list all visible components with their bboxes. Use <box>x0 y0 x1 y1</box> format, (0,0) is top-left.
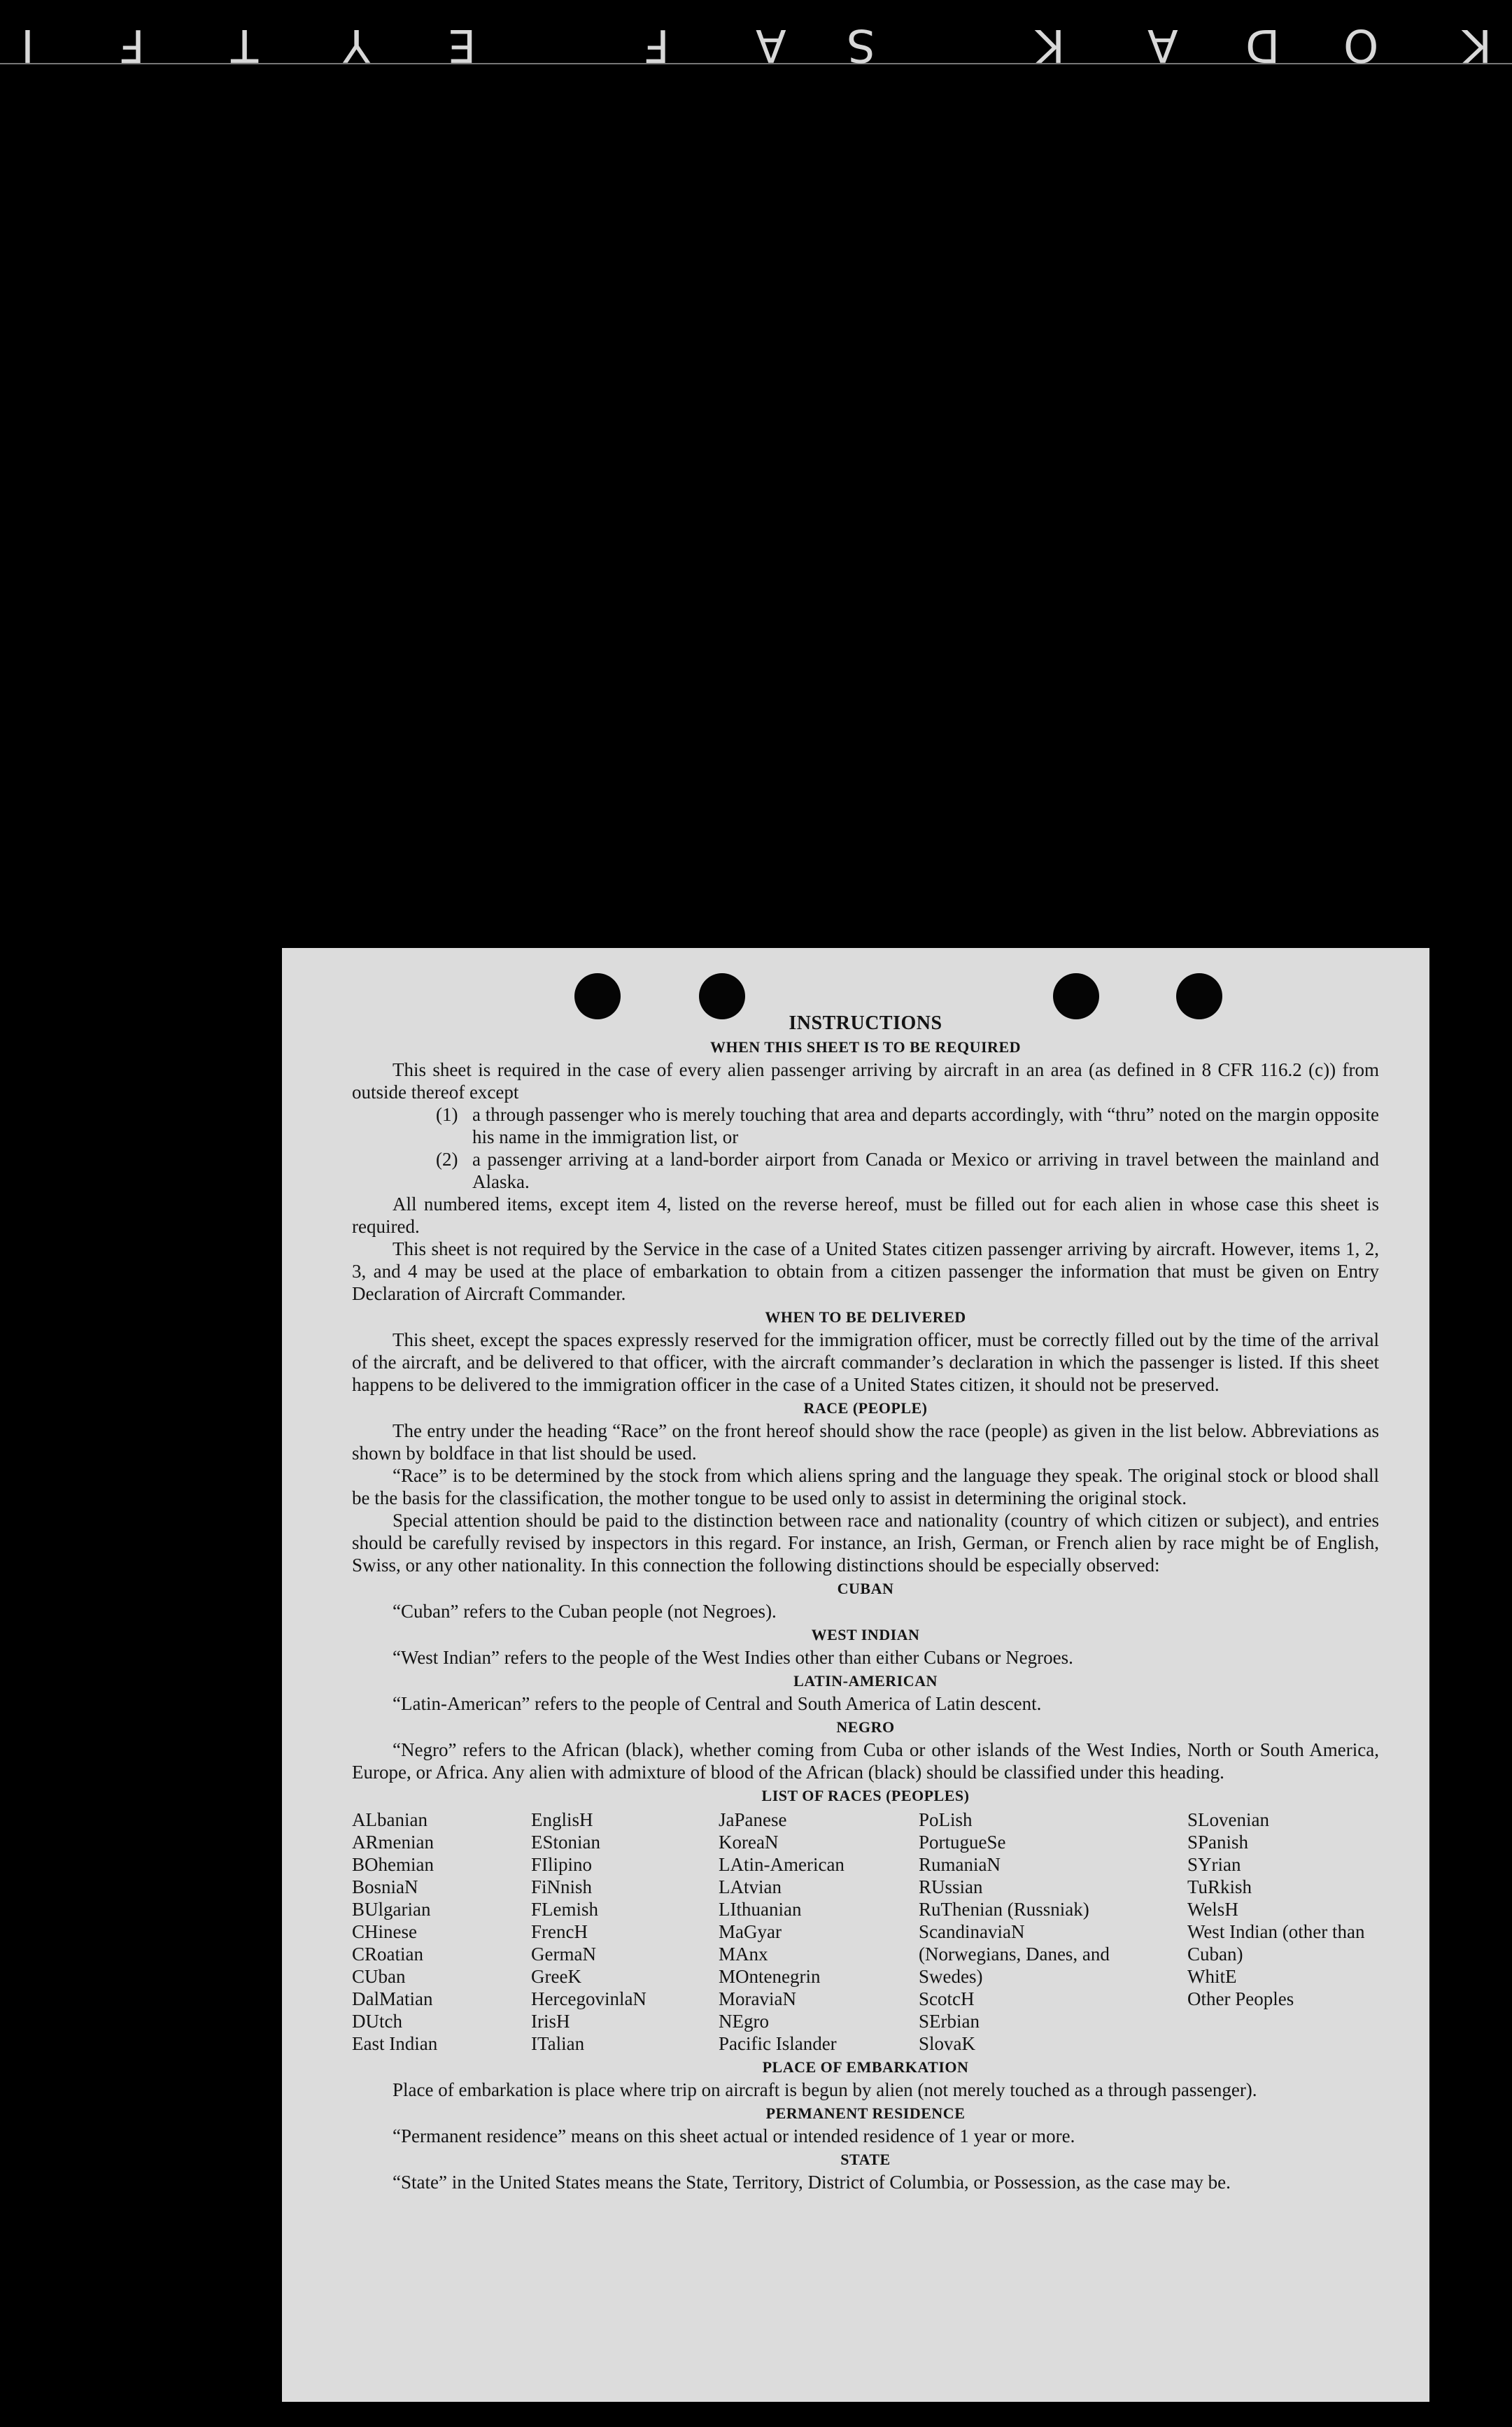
race-entry: ITalian <box>531 2033 585 2054</box>
race-entry: Other Peoples <box>1187 1988 1294 2009</box>
instruction-sheet <box>282 948 1429 2402</box>
races-column <box>352 1809 531 2055</box>
section-heading: WHEN TO BE DELIVERED <box>765 1308 966 1326</box>
section-permanent-residence <box>352 2102 1379 2147</box>
film-edge-letter: E <box>448 19 476 71</box>
race-entry: RumaniaN <box>919 1854 1001 1875</box>
race-entry: LIthuanian <box>719 1899 802 1920</box>
paragraph: “Negro” refers to the African (black), whether coming from Cuba or other islands of the West Indies, North or South America, Europe, or Africa. Any alien with admixture of blood of the African (black) should be classified under this heading. <box>352 1739 1379 1783</box>
race-entry: DUtch <box>352 2011 402 2032</box>
race-entry: PoLish <box>919 1809 973 1830</box>
section-west-indian <box>352 1624 1379 1669</box>
item-number: (1) <box>436 1104 458 1125</box>
section-race <box>352 1397 1379 1576</box>
paragraph: “West Indian” refers to the people of the West Indies other than either Cubans or Negroes. <box>393 1647 1073 1668</box>
section-heading: PERMANENT RESIDENCE <box>765 2104 966 2122</box>
paragraph: “Cuban” refers to the Cuban people (not Negroes). <box>393 1601 777 1622</box>
race-entry: FrencH <box>531 1921 588 1942</box>
race-entry: JaPanese <box>719 1809 787 1830</box>
paragraph: “Race” is to be determined by the stock from which aliens spring and the language they speak. The original stock or blood shall be the basis for the classification, the mother tongue to be used only to assist in determining the original stock. <box>352 1465 1379 1508</box>
race-entry: ALbanian <box>352 1809 428 1830</box>
film-edge-letter: K <box>1462 19 1492 71</box>
race-entry: EnglisH <box>531 1809 593 1830</box>
section-place-of-embarkation <box>352 2056 1379 2101</box>
race-entry: GermaN <box>531 1944 596 1965</box>
section-latin-american <box>352 1670 1379 1715</box>
race-entry: GreeK <box>531 1966 581 1987</box>
list-item <box>352 1148 1379 1193</box>
film-edge-letter: K <box>1036 19 1065 71</box>
races-column <box>1187 1809 1376 2055</box>
punch-hole <box>1053 973 1099 1019</box>
race-entry: CUban <box>352 1966 406 1987</box>
races-column <box>919 1809 1187 2055</box>
race-entry: NEgro <box>719 2011 769 2032</box>
film-edge-letter: I <box>21 19 34 71</box>
paragraph: “Permanent residence” means on this sheet actual or intended residence of 1 year or more. <box>393 2125 1075 2146</box>
race-entry: SlovaK <box>919 2033 975 2054</box>
film-edge-letter: O <box>1343 19 1379 71</box>
race-entry: CRoatian <box>352 1944 423 1965</box>
section-when-delivered <box>352 1306 1379 1396</box>
race-entry: LAtvian <box>719 1876 782 1897</box>
race-entry: MOntenegrin <box>719 1966 821 1987</box>
list-item <box>352 1103 1379 1148</box>
race-entry: KoreaN <box>719 1832 779 1853</box>
race-entry: FIlipino <box>531 1854 593 1875</box>
section-heading: WEST INDIAN <box>811 1626 920 1643</box>
race-entry: HercegovinlaN <box>531 1988 647 2009</box>
race-entry: RuThenian (Russniak) <box>919 1899 1089 1920</box>
paragraph: The entry under the heading “Race” on the front hereof should show the race (people) as given in the list below. Abbreviations as shown by boldface in that list should be used. <box>352 1420 1379 1464</box>
race-entry: East Indian <box>352 2033 438 2054</box>
section-heading: LIST OF RACES (PEOPLES) <box>761 1787 970 1804</box>
race-entry: RUssian <box>919 1876 983 1897</box>
race-entry: West Indian (other than Cuban) <box>1187 1921 1365 1965</box>
paragraph: Place of embarkation is place where trip on aircraft is begun by alien (not merely touched as a through passenger). <box>393 2079 1257 2100</box>
section-heading: WHEN THIS SHEET IS TO BE REQUIRED <box>709 1038 1022 1056</box>
race-entry: TuRkish <box>1187 1876 1252 1897</box>
race-entry: BOhemian <box>352 1854 434 1875</box>
section-heading: PLACE OF EMBARKATION <box>762 2058 969 2076</box>
item-number: (2) <box>436 1149 458 1170</box>
race-entry: BUlgarian <box>352 1899 431 1920</box>
race-entry: MaGyar <box>719 1921 782 1942</box>
race-entry: SErbian <box>919 2011 980 2032</box>
race-entry: FiNnish <box>531 1876 593 1897</box>
paragraph: All numbered items, except item 4, listed on the reverse hereof, must be filled out for each alien in whose case this sheet is required. <box>352 1194 1379 1237</box>
film-edge-letter: S <box>847 19 875 71</box>
film-edge-letter: D <box>1245 19 1280 71</box>
race-entry: SPanish <box>1187 1832 1249 1853</box>
race-entry: ARmenian <box>352 1832 434 1853</box>
film-edge-letter: Y <box>343 19 371 71</box>
section-races-list <box>352 1785 1379 2055</box>
item-text: a through passenger who is merely touching that area and departs accordingly, with “thru” noted on the margin opposite his name in the immigration list, or <box>472 1104 1379 1147</box>
punch-hole <box>574 973 621 1019</box>
race-entry: WhitE <box>1187 1966 1237 1987</box>
races-table <box>352 1809 1379 2055</box>
race-entry: SYrian <box>1187 1854 1241 1875</box>
race-entry: DalMatian <box>352 1988 433 2009</box>
section-heading: RACE (PEOPLE) <box>803 1399 928 1417</box>
race-entry: MoraviaN <box>719 1988 796 2009</box>
section-negro <box>352 1716 1379 1783</box>
film-edge-letter: F <box>644 19 670 71</box>
race-entry: BosniaN <box>352 1876 418 1897</box>
page-title: INSTRUCTIONS <box>789 1012 942 1034</box>
section-when-required <box>352 1036 1379 1305</box>
paragraph: This sheet is not required by the Service in the case of a United States citizen passenger arriving by aircraft. However, items 1, 2, 3, and 4 may be used at the place of embarkation to obtain from a citizen passenger the information that must be given on Entry Declaration of Aircraft Commander. <box>352 1238 1379 1304</box>
film-edge-letter: A <box>1147 19 1178 71</box>
item-text: a passenger arriving at a land-border airport from Canada or Mexico or arriving in travel between the mainland and Alaska. <box>472 1149 1379 1192</box>
race-entry: ScandinaviaN (Norwegians, Danes, and Swedes) <box>919 1921 1110 1987</box>
race-entry: FLemish <box>531 1899 599 1920</box>
section-state <box>352 2149 1379 2193</box>
race-entry: EStonian <box>531 1832 600 1853</box>
races-column <box>719 1809 919 2055</box>
film-edge-letter: A <box>756 19 786 71</box>
race-entry: SLovenian <box>1187 1809 1269 1830</box>
section-heading: CUBAN <box>837 1580 894 1597</box>
punch-hole <box>699 973 745 1019</box>
film-edge-letter: T <box>231 19 259 71</box>
section-heading: STATE <box>840 2151 891 2168</box>
races-column <box>531 1809 719 2055</box>
race-entry: ScotcH <box>919 1988 975 2009</box>
race-entry: PortugueSe <box>919 1832 1006 1853</box>
paragraph: “State” in the United States means the State, Territory, District of Columbia, or Possession, as the case may be. <box>393 2172 1231 2193</box>
section-heading: NEGRO <box>836 1718 895 1736</box>
film-edge-print <box>0 19 1512 127</box>
section-heading: LATIN-AMERICAN <box>793 1672 938 1690</box>
race-entry: LAtin-American <box>719 1854 845 1875</box>
paragraph: “Latin-American” refers to the people of Central and South America of Latin descent. <box>393 1693 1042 1714</box>
race-entry: MAnx <box>719 1944 768 1965</box>
paragraph: Special attention should be paid to the distinction between race and nationality (country of which citizen or subject), and entries should be carefully revised by inspectors in this regard. For instance, an Irish, German, or French alien by race might be of English, Swiss, or any other nationality. In this connection the following distinctions should be especially observed: <box>352 1510 1379 1576</box>
race-entry: IrisH <box>531 2011 570 2032</box>
section-cuban <box>352 1578 1379 1622</box>
film-edge-letter: F <box>119 19 145 71</box>
paragraph: This sheet, except the spaces expressly reserved for the immigration officer, must be correctly filled out by the time of the arrival of the aircraft, and be delivered to that officer, with the aircraft commander’s declaration in which the passenger is listed. If this sheet happens to be delivered to the immigration officer in the case of a United States citizen, it should not be preserved. <box>352 1329 1379 1395</box>
race-entry: Pacific Islander <box>719 2033 837 2054</box>
punch-hole <box>1176 973 1222 1019</box>
paragraph: This sheet is required in the case of every alien passenger arriving by aircraft in an area (as defined in 8 CFR 116.2 (c)) from outside thereof except <box>352 1059 1379 1103</box>
race-entry: WelsH <box>1187 1899 1238 1920</box>
race-entry: CHinese <box>352 1921 417 1942</box>
